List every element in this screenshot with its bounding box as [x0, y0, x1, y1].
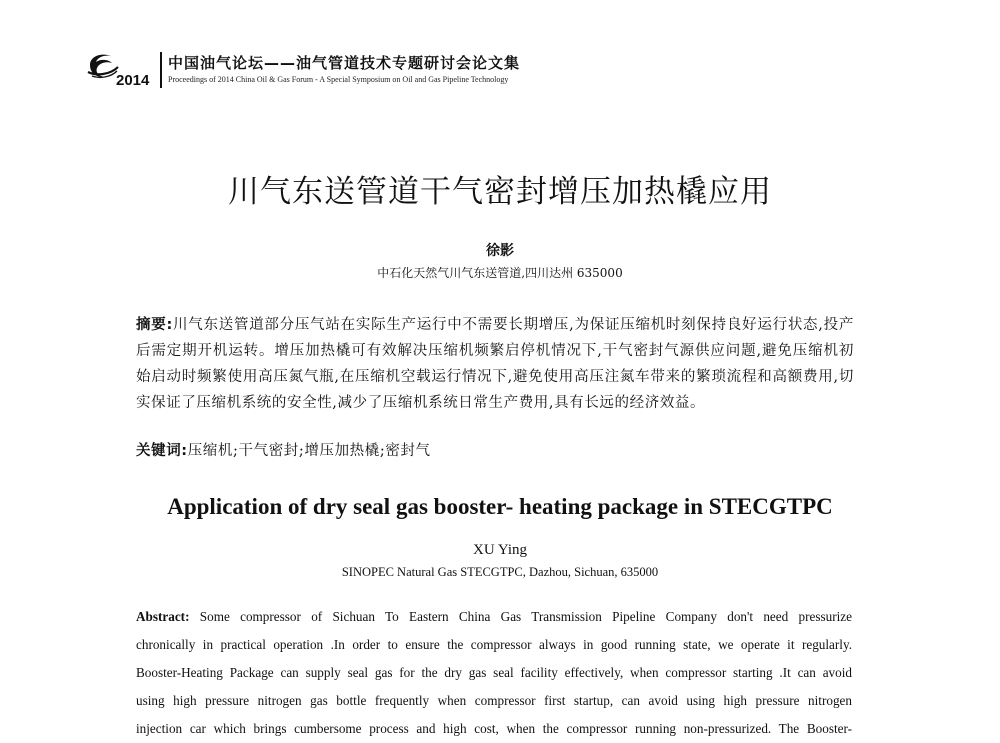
proceedings-subtitle: Proceedings of 2014 China Oil & Gas Forum - A Special Symposium on Oil and Gas Pipeline Technology — [168, 75, 509, 84]
header-divider — [160, 52, 162, 88]
paper-title-cn: 川气东送管道干气密封增压加热橇应用 — [228, 174, 772, 210]
abstract-line-en: injection car which brings cumbersome process and high cost, when the compressor running non-pressurized. The Booster- — [136, 721, 852, 736]
header-year: 2014 — [116, 72, 150, 89]
affiliation-en: SINOPEC Natural Gas STECGTPC, Dazhou, Sichuan, 635000 — [341, 565, 659, 579]
abstract-line-en: Abstract: Some compressor of Sichuan To Eastern China Gas Transmission Pipeline Company don't need pressurize — [136, 609, 852, 624]
abstract-label-cn: 摘要: — [136, 317, 173, 333]
abstract-text-cn: 川气东送管道部分压气站在实际生产运行中不需要长期增压,为保证压缩机时刻保持良好运行状态,投产后需定期开机运转。增压加热橇可有效解决压缩机频繁启停机情况下,干气密封气源供应问题,避免压缩机初始启动时频繁使用高压氮气瓶,在压缩机空载运行情况下,避免使用高压注氮车带来的繁琐流程和高额费用,切实保证了压缩机系统的安全性,减少了压缩机系统日常生产费用,具有长远的经济效益。 — [136, 317, 854, 411]
keywords-label-cn: 关键词: — [136, 443, 188, 459]
proceedings-header — [86, 50, 686, 90]
paper-title-en: Application of dry seal gas booster- heating package in STECGTPC — [167, 494, 833, 519]
abstract-cn — [136, 312, 854, 416]
abstract-line-en: Booster-Heating Package can supply seal gas for the dry gas seal facility effectively, when compressor starting .It can avoid — [136, 665, 852, 680]
proceedings-title: 中国油气论坛——油气管道技术专题研讨会论文集 — [168, 54, 521, 72]
abstract-label-en: Abstract: — [136, 609, 190, 624]
abstract-line-en: chronically in practical operation .In order to ensure the compressor always in good running state, we operate it regularly. — [136, 637, 852, 652]
abstract-line-en: using high pressure nitrogen gas bottle frequently when compressor first startup, can avoid using high pressure nitrogen — [136, 693, 852, 708]
affiliation-cn: 中石化天然气川气东送管道,四川达州 635000 — [377, 266, 623, 280]
keywords-text-cn: 压缩机;干气密封;增压加热橇;密封气 — [187, 443, 431, 459]
author-en: XU Ying — [472, 542, 528, 558]
keywords-cn — [136, 440, 854, 462]
author-cn: 徐影 — [486, 243, 514, 259]
abstract-en — [136, 603, 852, 743]
